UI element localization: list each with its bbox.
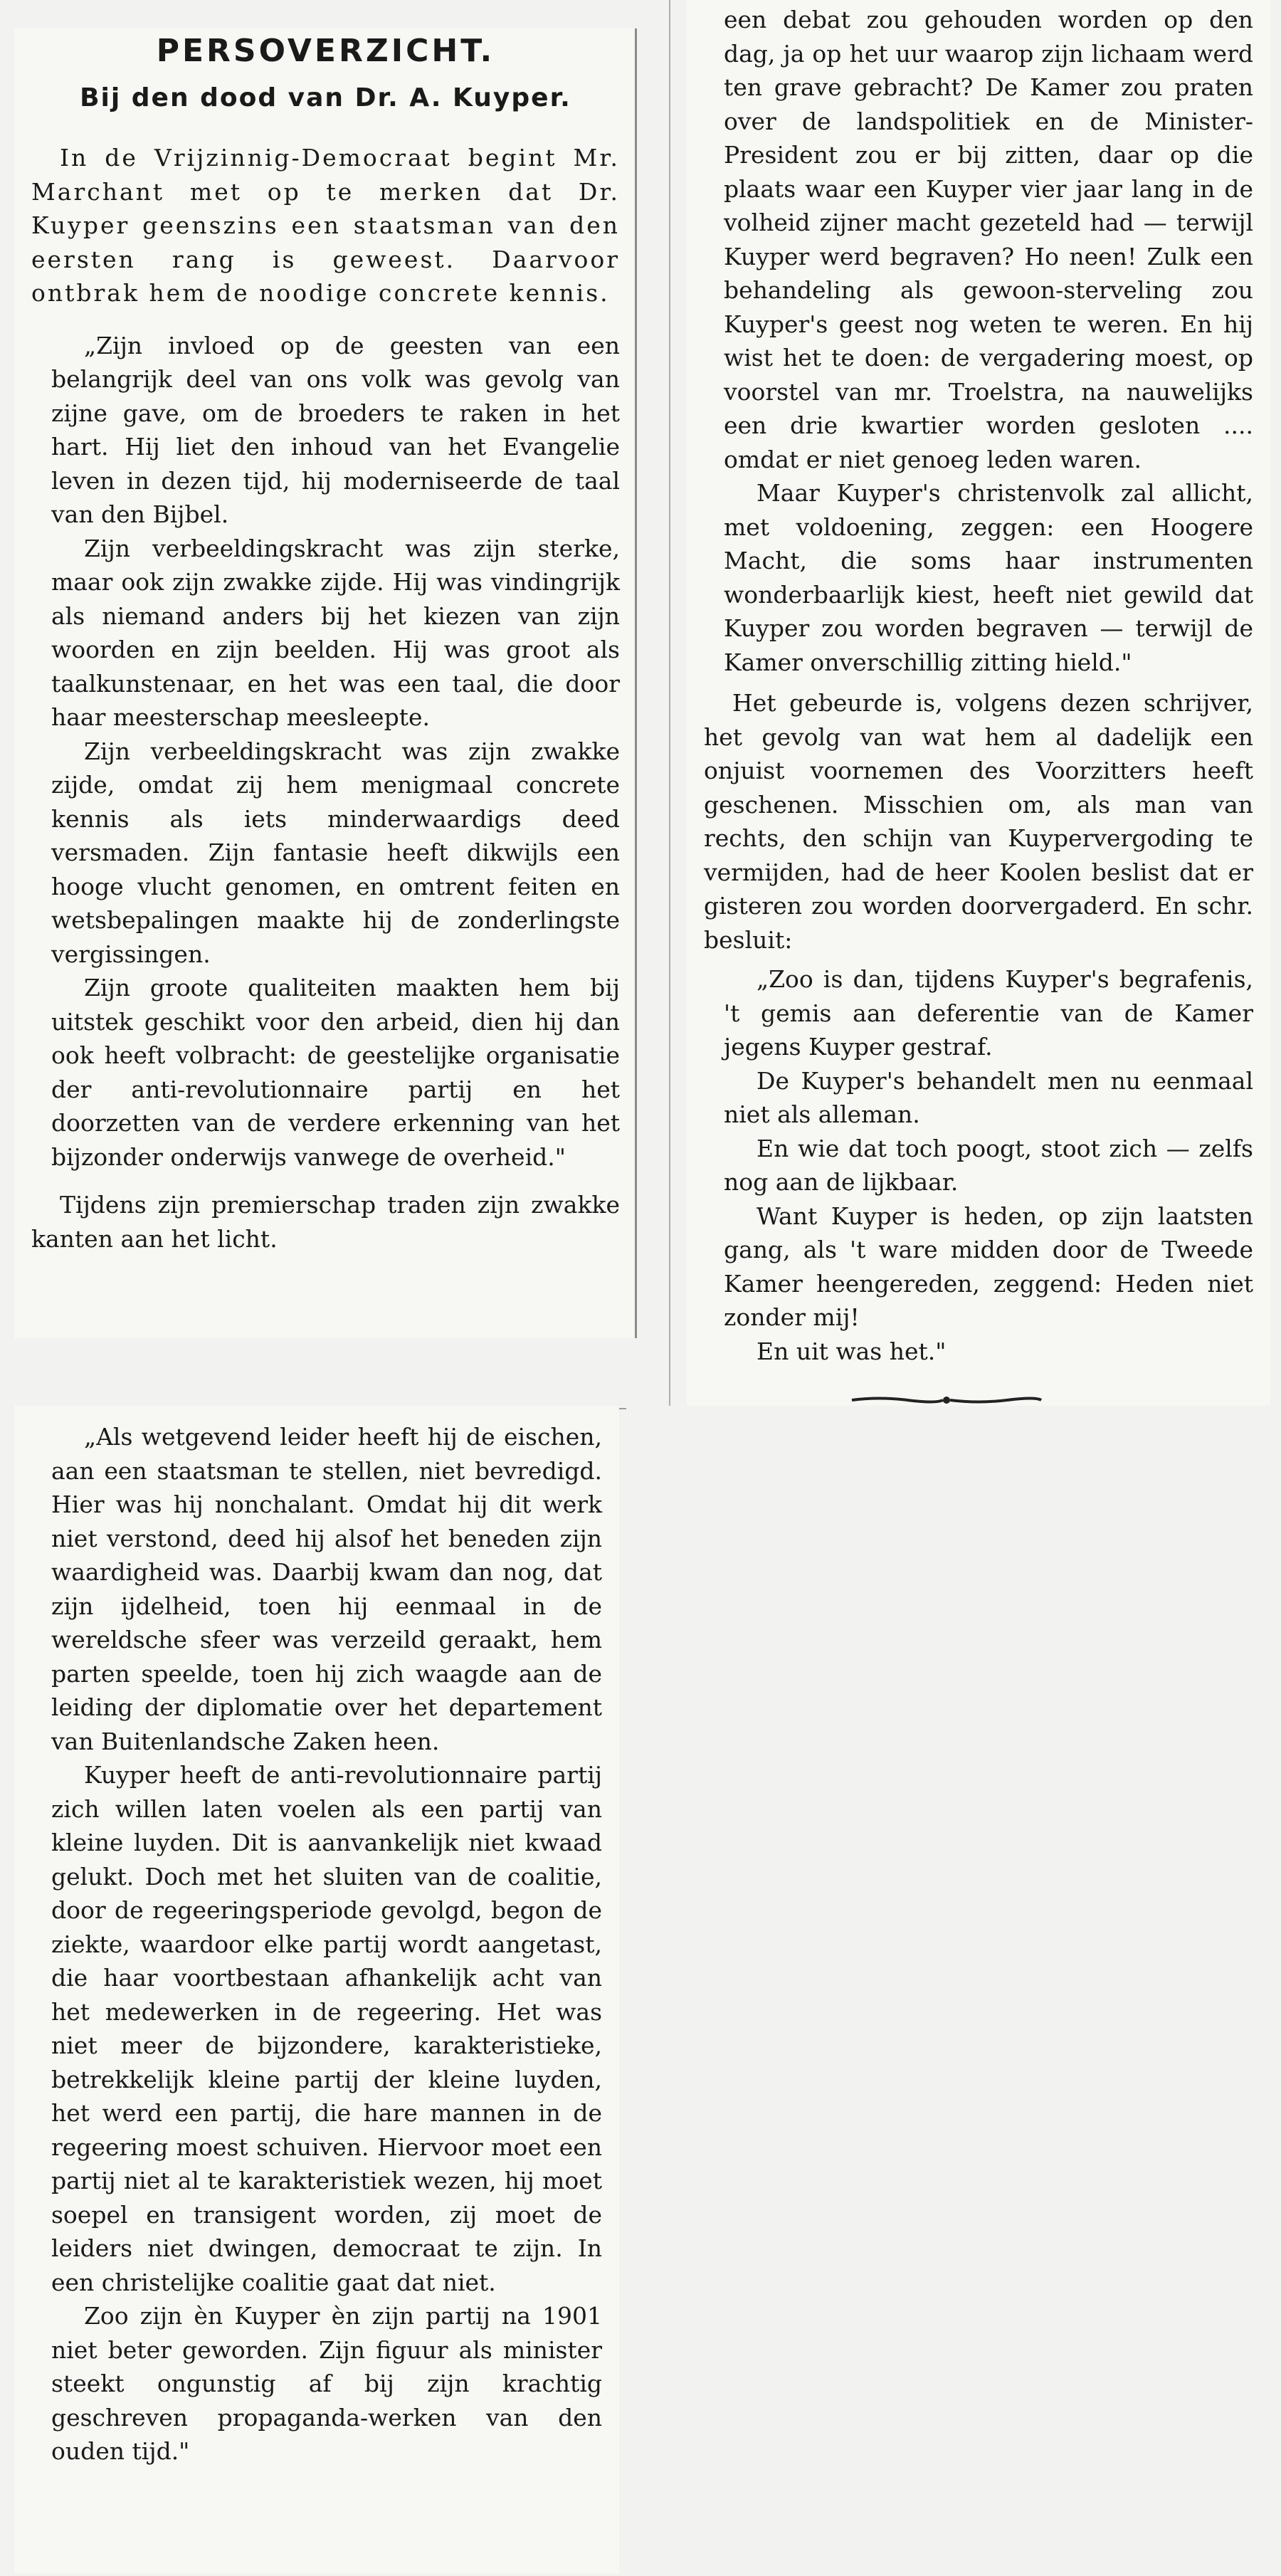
body-paragraph: Het gebeurde is, volgens dezen schrijver, het gevolg van wat hem al dadelijk een onjuist voornemen des Voorzitters heeft geschenen. Misschien om, als man van rechts, den schijn van Kuypervergoding te vermijden, had de heer Koolen beslist dat er gisteren zou worden doorvergaderd. En schr. besluit: bbox=[704, 689, 1253, 954]
closing-quote-line: En wie dat toch poogt, stoot zich — zelfs nog aan de lijkbaar. bbox=[724, 1134, 1253, 1196]
closing-quote-line: Want Kuyper is heden, op zijn laatsten gang, als 't ware midden door de Tweede Kamer heengereden, zeggend: Heden niet zonder mij! bbox=[724, 1202, 1253, 1331]
quote-paragraph: Zoo zijn èn Kuyper èn zijn partij na 1901 niet beter geworden. Zijn figuur als minister steekt ongunstig af bij zijn krachtig geschreven propaganda-werken van den ouden tijd." bbox=[51, 2302, 602, 2465]
quote-continuation: een debat zou gehouden worden op den dag, ja op het uur waarop zijn lichaam werd ten grave gebracht? De Kamer zou praten over de landspolitiek en de Minister-President zou er bij zitten, daar op die plaats waar een Kuyper vier jaar lang in de volheid zijner macht gezeteld had — terwijl Kuyper werd begraven? Ho neen! Zulk een behandeling als gewoon-sterveling zou Kuyper's geest nog weten te weren. En hij wist het te doen: de vergadering moest, op voorstel van mr. Troelstra, na nauwelijks een drie kwartier worden gesloten .... omdat er niet genoeg leden waren. bbox=[724, 6, 1253, 473]
closing-quote-line: En uit was het." bbox=[757, 1337, 947, 1365]
end-ornament-icon bbox=[850, 1395, 1043, 1405]
intro-paragraph: In de Vrijzinnig-Democraat begint Mr. Marchant met op te merken dat Dr. Kuyper geenszins een staatsman van den eersten rang is geweest. Daarvoor ontbrak hem de noodige concrete kennis. bbox=[31, 144, 620, 307]
quote-paragraph: Maar Kuyper's christenvolk zal allicht, met voldoening, zeggen: een Hoogere Macht, die soms haar instrumenten wonderbaarlijk kiest, heeft niet gewild dat Kuyper zou worden begraven — terwijl de Kamer onverschillig zitting hield." bbox=[724, 479, 1253, 676]
quote-paragraph: „Zijn invloed op de geesten van een belangrijk deel van ons volk was gevolg van zijne gave, om de broeders te raken in het hart. Hij liet den inhoud van het Evangelie leven in dezen tijd, hij moderniseerde de taal van den Bijbel. bbox=[51, 331, 620, 528]
body-paragraph: Tijdens zijn premierschap traden zijn zwakke kanten aan het licht. bbox=[31, 1191, 620, 1253]
clipping-left-bottom bbox=[14, 1406, 619, 2573]
page-title: PERSOVERZICHT. bbox=[156, 33, 495, 69]
quote-paragraph: „Als wetgevend leider heeft hij de eischen, aan een staatsman te stellen, niet bevredigd. Hier was hij nonchalant. Omdat hij dit werk niet verstond, deed hij alsof het beneden zijn waardigheid was. Daarbij kwam dan nog, dat zijn ijdelheid, toen hij eenmaal in de wereldsche sfeer was verzeild geraakt, hem parten speelde, toen hij zich waagde aan de leiding der diplomatie over het departement van Buitenlandsche Zaken heen. bbox=[51, 1423, 602, 1755]
closing-quote-line: „Zoo is dan, tijdens Kuyper's begrafenis, 't gemis aan deferentie van de Kamer jegens Kuyper gestraf. bbox=[724, 965, 1253, 1061]
quote-paragraph: Zijn verbeeldingskracht was zijn sterke, maar ook zijn zwakke zijde. Hij was vindingrijk als niemand anders bij het kiezen van zijn woorden en zijn beelden. Hij was groot als taalkunstenaar, en het was een taal, die door haar meesterschap meesleepte. bbox=[51, 534, 620, 731]
clipping-left-top bbox=[14, 28, 637, 1338]
quote-paragraph: Zijn verbeeldingskracht was zijn zwakke zijde, omdat zij hem menigmaal concrete kennis als iets minderwaardigs deed versmaden. Zijn fantasie heeft dikwijls een hooge vlucht genomen, en omtrent feiten en wetsbepalingen maakte hij de zonderlingste vergissingen. bbox=[51, 737, 620, 968]
column-divider bbox=[669, 0, 670, 1406]
quote-paragraph: Kuyper heeft de anti-revolutionnaire partij zich willen laten voelen als een partij van kleine luyden. Dit is aanvankelijk niet kwaad gelukt. Doch met het sluiten van de coalitie, door de regeeringsperiode gevolgd, begon de ziekte, waardoor elke partij wordt aangetast, die haar voortbestaan afhankelijk acht van het medewerken in de regeering. Het was niet meer de bijzondere, karakteristieke, betrekkelijk kleine partij der kleine luyden, het werd een partij, die hare mannen in de regeering moest schuiven. Hiervoor moet een partij niet al te karakteristiek wezen, hij moet soepel en transigent worden, zij moet de leiders niet dwingen, democraat te zijn. In een christelijke coalitie gaat dat niet. bbox=[51, 1761, 602, 2296]
closing-quote-line: De Kuyper's behandelt men nu eenmaal niet als alleman. bbox=[724, 1066, 1253, 1128]
article-subtitle: Bij den dood van Dr. A. Kuyper. bbox=[80, 83, 571, 112]
quote-paragraph: Zijn groote qualiteiten maakten hem bij uitstek geschikt voor den arbeid, dien hij dan ook heeft volbracht: de geestelijke organisatie der anti-revolutionnaire partij en het doorzetten van de verdere erkenning van het bijzonder onderwijs vanwege de overheid." bbox=[51, 974, 620, 1171]
column-divider bbox=[635, 28, 637, 1338]
clipping-right bbox=[687, 0, 1270, 1406]
